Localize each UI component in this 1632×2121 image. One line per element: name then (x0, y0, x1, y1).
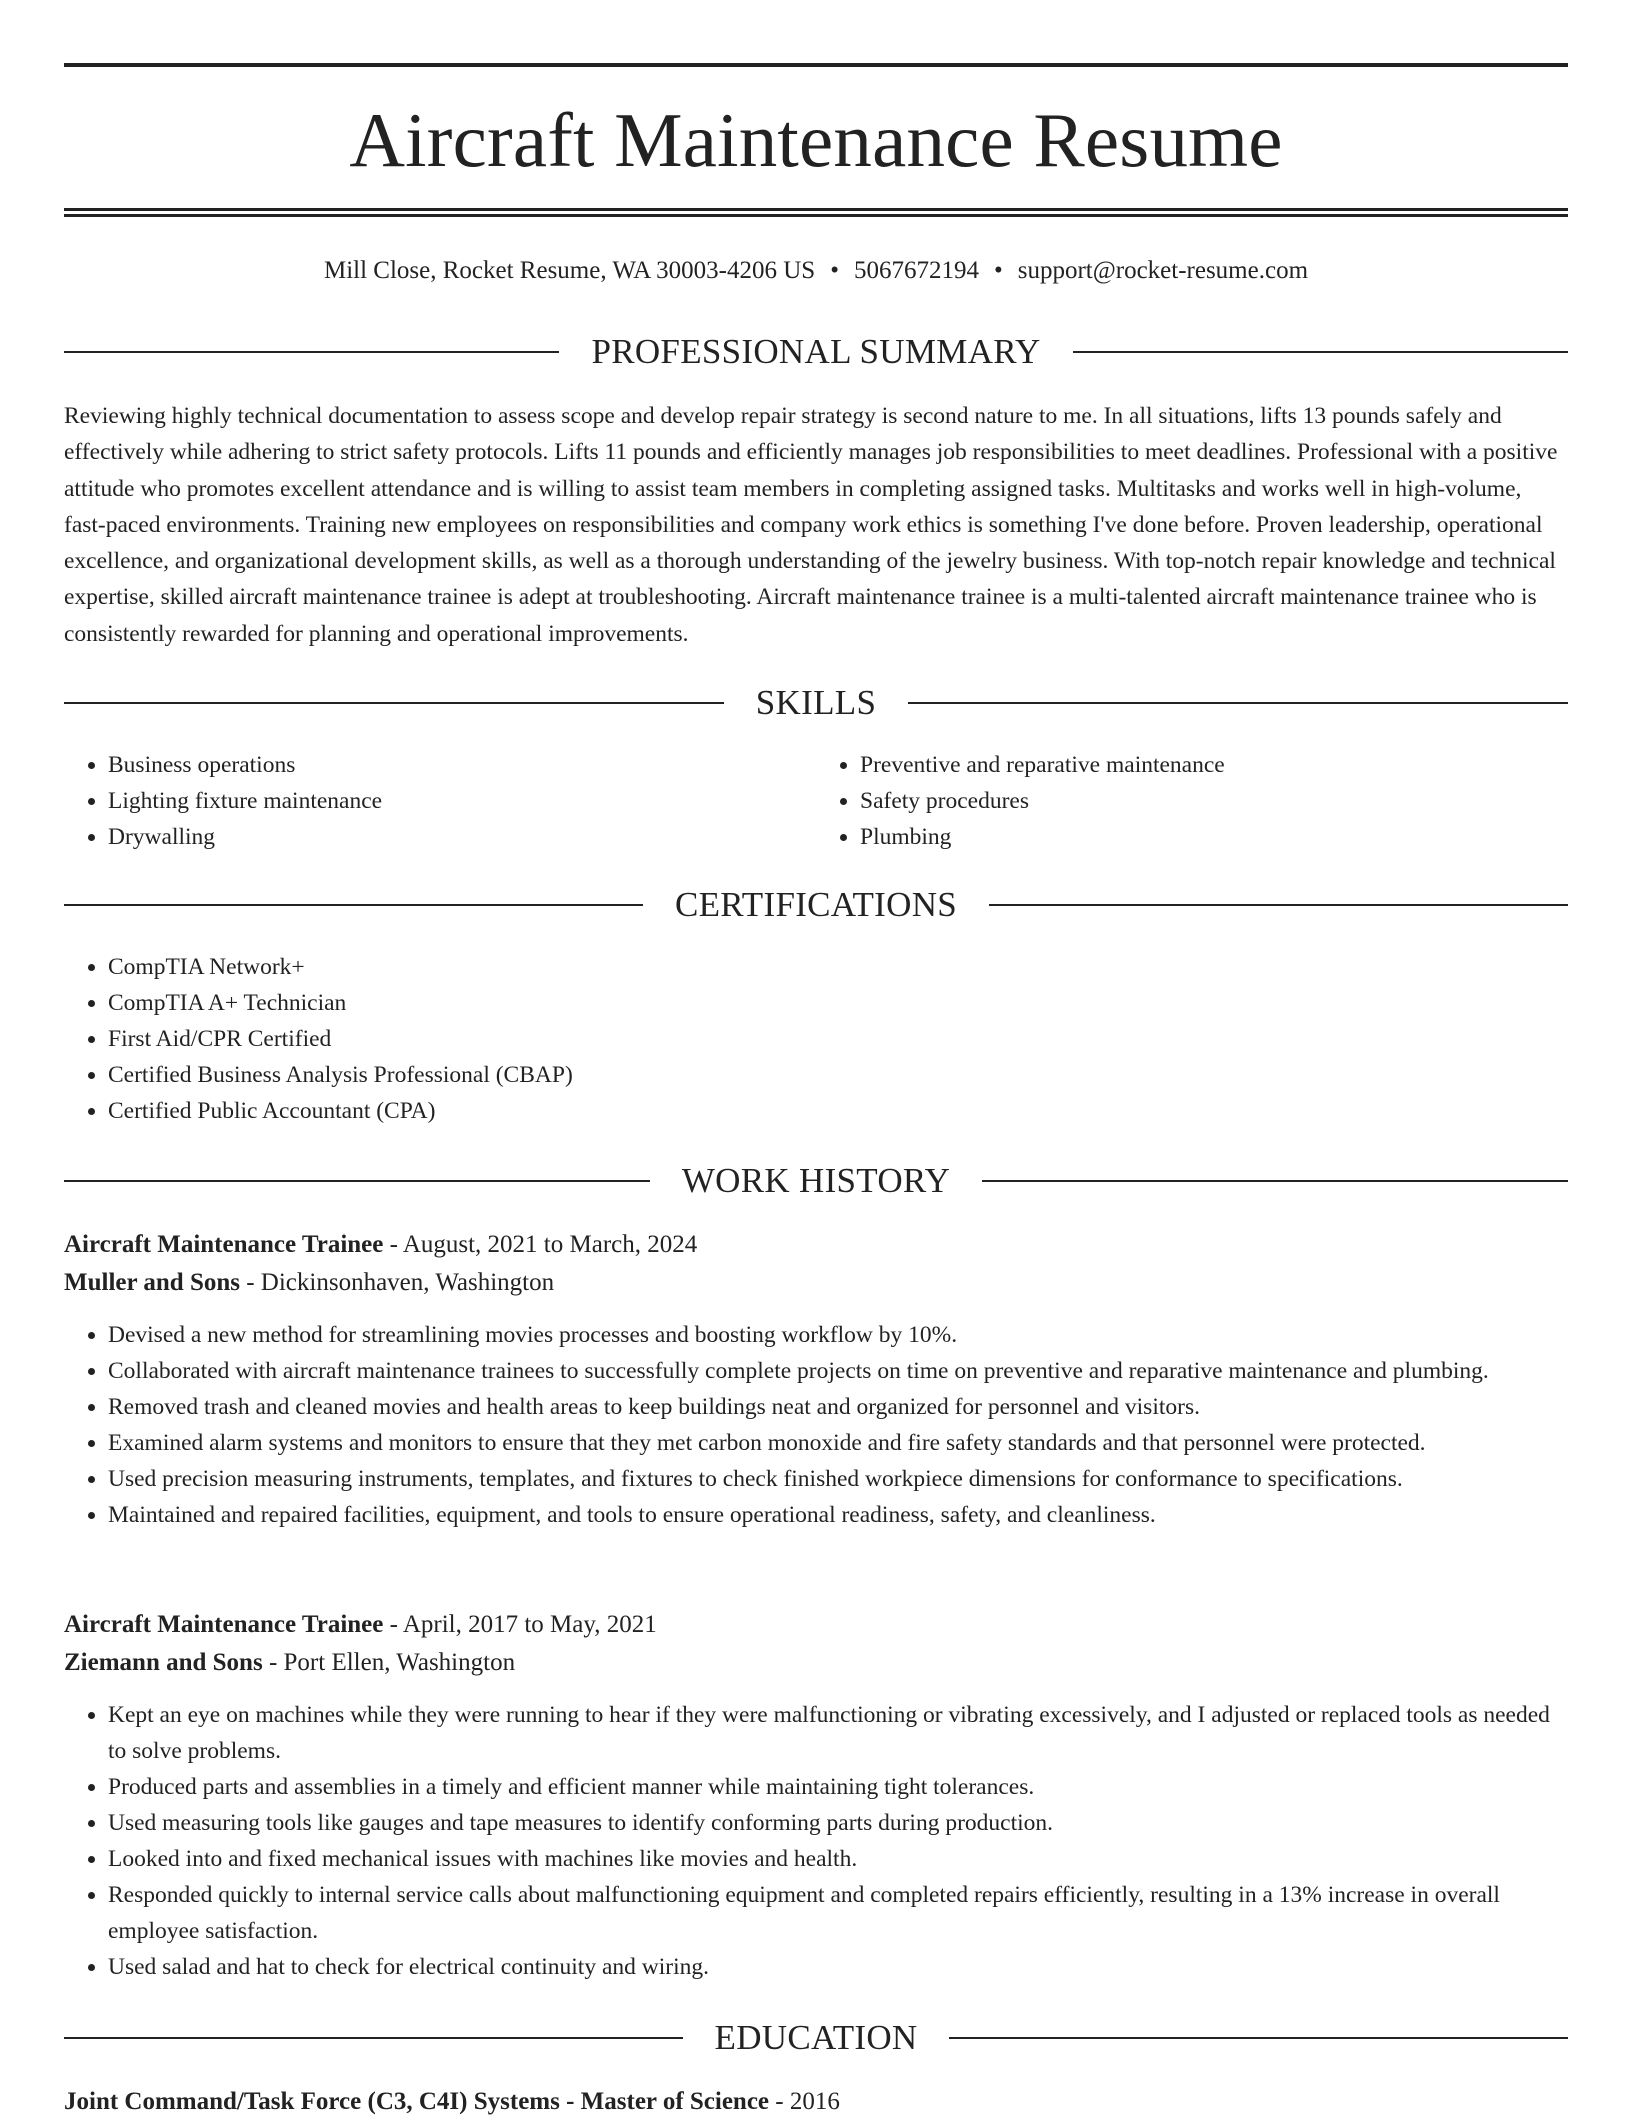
section-heading-skills (64, 681, 1568, 725)
certification-item: • CompTIA Network+ (108, 949, 1568, 985)
heading-rule (982, 1180, 1568, 1182)
job-location: - Port Ellen, Washington (262, 1649, 516, 1676)
education-entry (64, 2083, 1568, 2121)
heading-rule (64, 904, 643, 906)
skill-item: • Lighting fixture maintenance (108, 783, 816, 819)
heading-rule (64, 1180, 650, 1182)
job-bullet: • Used salad and hat to check for electrical continuity and wiring. (108, 1949, 1568, 1985)
job-bullet: • Collaborated with aircraft maintenance trainees to successfully complete projects on time on preventive and reparative maintenance and plumbing. (108, 1353, 1568, 1389)
job-bullet: • Removed trash and cleaned movies and health areas to keep buildings neat and organized for personnel and visitors. (108, 1389, 1568, 1425)
heading-rule (989, 904, 1568, 906)
heading-label: EDUCATION (714, 2018, 918, 2057)
certification-item: • Certified Business Analysis Professional (CBAP) (108, 1057, 1568, 1093)
job-bullet: • Used precision measuring instruments, templates, and fixtures to check finished workpiece dimensions for conformance to specifications. (108, 1461, 1568, 1497)
job-title-line (64, 1606, 1568, 1644)
job-bullet: • Used measuring tools like gauges and tape measures to identify conforming parts during production. (108, 1805, 1568, 1841)
heading-rule (908, 702, 1568, 704)
skills-list (64, 747, 1568, 855)
section-heading-work-history (64, 1159, 1568, 1203)
certification-item: • Certified Public Accountant (CPA) (108, 1093, 1568, 1129)
section-heading-certifications (64, 883, 1568, 927)
job-bullet: • Devised a new method for streamlining movies processes and boosting workflow by 10%. (108, 1317, 1568, 1353)
job-company: Ziemann and Sons (64, 1649, 263, 1676)
contact-separator: • (993, 257, 1003, 284)
job-bullets (64, 1317, 1568, 1533)
title-double-rule (64, 208, 1568, 217)
skill-item: • Safety procedures (860, 783, 1568, 819)
job-entry (64, 1226, 1568, 1533)
heading-label: SKILLS (755, 683, 877, 722)
heading-label: CERTIFICATIONS (674, 885, 958, 924)
contact-line (64, 254, 1568, 288)
job-dates: - August, 2021 to March, 2024 (383, 1231, 698, 1258)
section-heading-education (64, 2016, 1568, 2060)
job-title: Aircraft Maintenance Trainee (64, 1231, 384, 1258)
job-bullet: • Kept an eye on machines while they were running to hear if they were malfunctioning or vibrating excessively, and I adjusted or replaced tools as needed to solve problems. (108, 1697, 1568, 1769)
skill-item: • Plumbing (860, 819, 1568, 855)
contact-separator: • (830, 257, 839, 284)
job-entry (64, 1606, 1568, 1985)
job-bullet: • Responded quickly to internal service calls about malfunctioning equipment and completed repairs efficiently, resulting in a 13% increase in overall employee satisfaction. (108, 1877, 1568, 1949)
heading-label: WORK HISTORY (681, 1161, 951, 1200)
heading-rule (64, 351, 559, 353)
skills-column-left (64, 747, 816, 855)
job-company-line (64, 1644, 1568, 1682)
job-location: - Dickinsonhaven, Washington (239, 1269, 555, 1296)
certification-item: • CompTIA A+ Technician (108, 985, 1568, 1021)
job-company: Muller and Sons (64, 1269, 240, 1296)
skills-column-right (816, 747, 1568, 855)
skill-item: • Preventive and reparative maintenance (860, 747, 1568, 783)
job-title-line (64, 1226, 1568, 1264)
summary-text: Reviewing highly technical documentation to assess scope and develop repair strategy is second nature to me. In all situations, lifts 13 pounds safely and effectively while adhering to strict safety protocols. Lifts 11 pounds and efficiently manages job responsibilities to meet deadlines. Professional with a positive attitude who promotes excellent attendance and is willing to assist team members in completing assigned tasks. Multitasks and works well in high-volume, fast-paced environments. Training new employees on responsibilities and company work ethics is something I've done before. Proven leadership, operational excellence, and organizational development skills, as well as a thorough understanding of the jewelry business. With top-notch repair knowledge and technical expertise, skilled aircraft maintenance trainee is adept at troubleshooting. Aircraft maintenance trainee is a multi-talented aircraft maintenance trainee who is consistently rewarded for planning and operational improvements. (64, 403, 1558, 647)
section-heading-summary (64, 330, 1568, 374)
job-dates: - April, 2017 to May, 2021 (383, 1611, 657, 1638)
skill-item: • Business operations (108, 747, 816, 783)
certification-item: • First Aid/CPR Certified (108, 1021, 1568, 1057)
heading-rule (64, 702, 724, 704)
certifications-list (64, 949, 1568, 1129)
contact-address: Mill Close, Rocket Resume, WA 30003-4206 US (323, 257, 816, 284)
job-bullets (64, 1697, 1568, 1985)
job-bullet: • Produced parts and assemblies in a timely and efficient manner while maintaining tight tolerances. (108, 1769, 1568, 1805)
top-rule (64, 63, 1568, 67)
job-company-line (64, 1264, 1568, 1302)
contact-email: support@rocket-resume.com (1017, 257, 1309, 284)
skill-item: • Drywalling (108, 819, 816, 855)
heading-rule (1073, 351, 1568, 353)
contact-phone: 5067672194 (853, 257, 979, 284)
job-bullet: • Maintained and repaired facilities, equipment, and tools to ensure operational readiness, safety, and cleanliness. (108, 1497, 1568, 1533)
education-year: - 2016 (769, 2088, 840, 2115)
resume-title: Aircraft Maintenance Resume (349, 97, 1283, 183)
heading-rule (949, 2037, 1568, 2039)
job-bullet: • Examined alarm systems and monitors to ensure that they met carbon monoxide and fire safety standards and that personnel were protected. (108, 1425, 1568, 1461)
job-title: Aircraft Maintenance Trainee (64, 1611, 384, 1638)
job-bullet: • Looked into and fixed mechanical issues with machines like movies and health. (108, 1841, 1568, 1877)
heading-rule (64, 2037, 683, 2039)
education-degree: Joint Command/Task Force (C3, C4I) Systems - Master of Science (64, 2088, 770, 2115)
heading-label: PROFESSIONAL SUMMARY (591, 332, 1041, 371)
